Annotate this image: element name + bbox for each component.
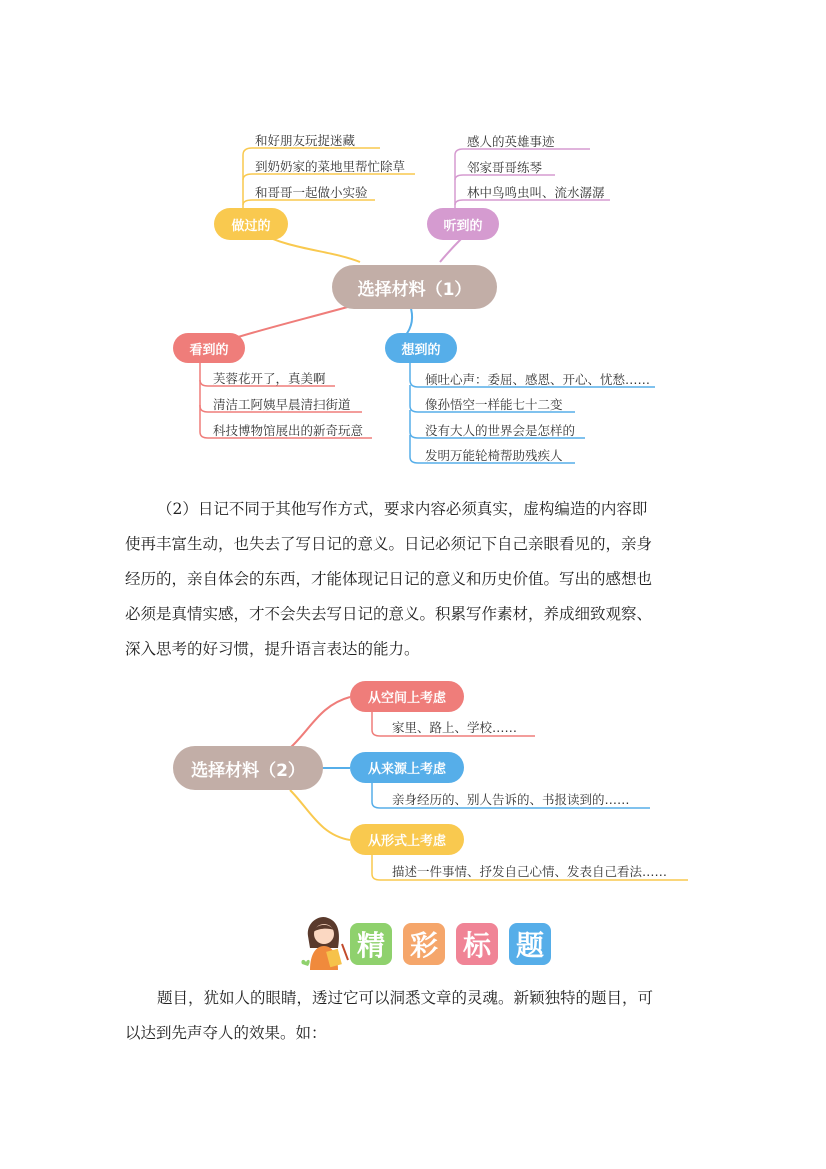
branch-thought: 想到的: [385, 333, 457, 363]
leaf-thought-1: 倾吐心声：委屈、感恩、开心、忧愁……: [425, 372, 651, 387]
branch-source: 从来源上考虑: [350, 752, 464, 783]
paragraph-line: 必须是真情实感，才不会失去写日记的意义。积累写作素材，养成细致观察、: [125, 605, 653, 623]
leaf-thought-2: 像孙悟空一样能七十二变: [425, 397, 563, 412]
leaf-done-3: 和哥哥一起做小实验: [255, 185, 368, 200]
paragraph-line: 经历的，亲自体会的东西，才能体现记日记的意义和历史价值。写出的感想也: [125, 570, 653, 588]
leaf-seen-2: 清洁工阿姨早晨清扫街道: [213, 397, 351, 412]
leaf-seen-1: 芙蓉花开了，真美啊: [213, 371, 326, 386]
leaf-source: 亲身经历的、别人告诉的、书报读到的……: [392, 792, 630, 807]
paragraph-line: （2）日记不同于其他写作方式，要求内容必须真实，虚构编造的内容即: [157, 500, 648, 518]
leaf-thought-3: 没有大人的世界会是怎样的: [425, 423, 576, 438]
leaf-heard-1: 感人的英雄事迹: [467, 134, 555, 149]
girl-illustration-icon: [298, 914, 350, 972]
branch-done: 做过的: [214, 208, 288, 240]
mindmap-1-center: 选择材料（1）: [332, 265, 497, 309]
paragraph-line: 题目，犹如人的眼睛，透过它可以洞悉文章的灵魂。新颖独特的题目，可: [157, 989, 654, 1007]
leaf-heard-2: 邻家哥哥练琴: [467, 160, 543, 175]
banner-char-3: 标: [456, 923, 498, 965]
mindmap-2-center: 选择材料（2）: [173, 746, 323, 790]
paragraph-line: 以达到先声夺人的效果。如：: [125, 1024, 327, 1042]
banner-char-2: 彩: [403, 923, 445, 965]
branch-heard: 听到的: [427, 208, 499, 240]
leaf-seen-3: 科技博物馆展出的新奇玩意: [213, 423, 364, 438]
leaf-space: 家里、路上、学校……: [392, 720, 518, 735]
banner-char-4: 题: [509, 923, 551, 965]
paragraph-title: [125, 981, 705, 1051]
leaf-done-2: 到奶奶家的菜地里帮忙除草: [255, 159, 406, 174]
branch-form: 从形式上考虑: [350, 824, 464, 855]
banner-char-1: 精: [350, 923, 392, 965]
leaf-form: 描述一件事情、抒发自己心情、发表自己看法……: [392, 864, 668, 879]
paragraph-line: 使再丰富生动，也失去了写日记的意义。日记必须记下自己亲眼看见的，亲身: [125, 535, 653, 553]
branch-space: 从空间上考虑: [350, 681, 464, 712]
leaf-heard-3: 林中鸟鸣虫叫、流水潺潺: [467, 185, 605, 200]
paragraph-line: 深入思考的好习惯，提升语言表达的能力。: [125, 640, 420, 658]
leaf-done-1: 和好朋友玩捉迷藏: [255, 133, 356, 148]
leaf-thought-4: 发明万能轮椅帮助残疾人: [425, 448, 563, 463]
branch-seen: 看到的: [173, 333, 245, 363]
